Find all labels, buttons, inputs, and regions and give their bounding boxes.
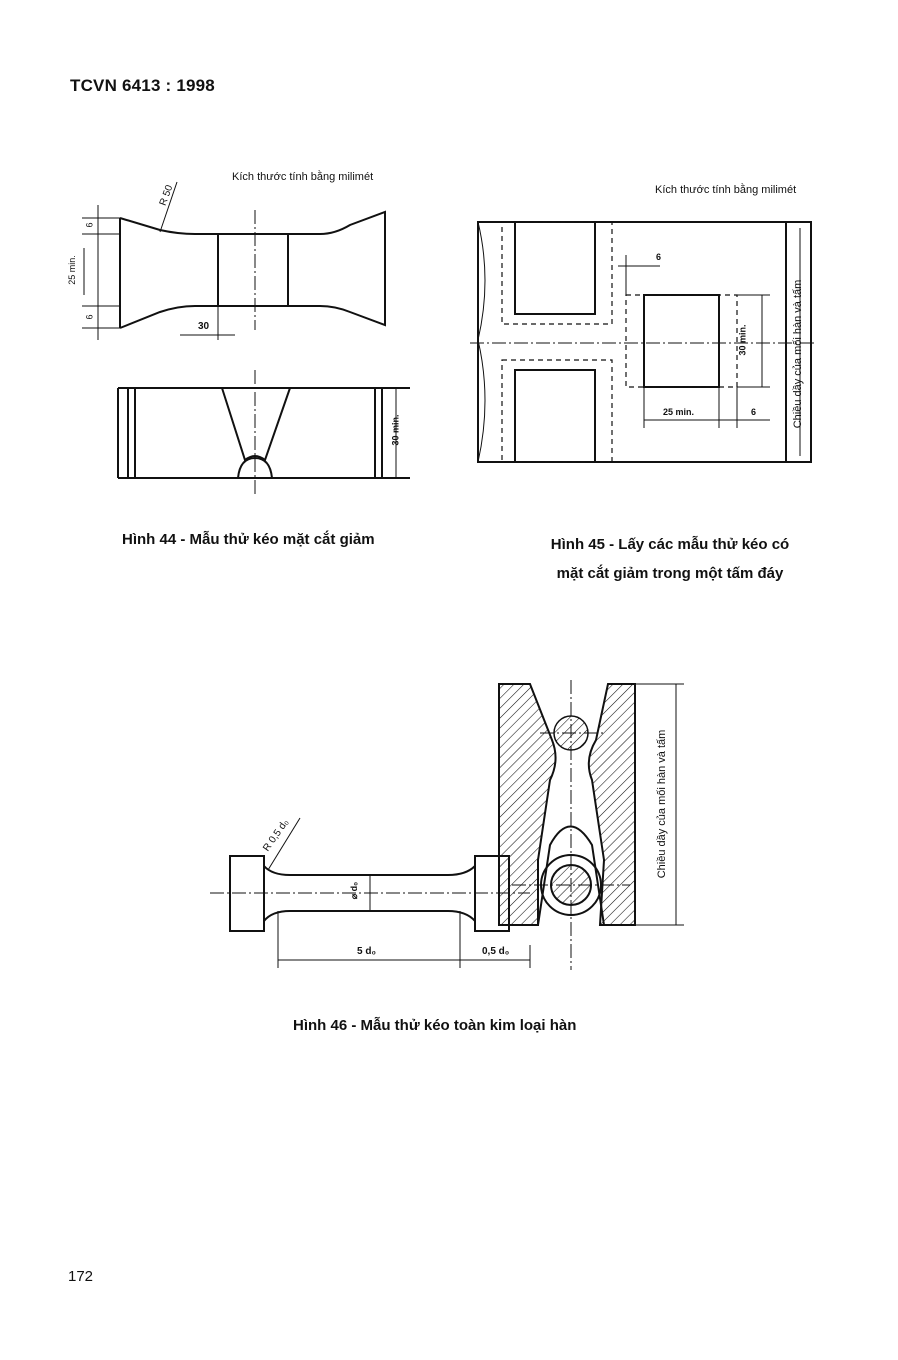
fig45-caption-line2: mặt cắt giảm trong một tấm đáy: [556, 565, 784, 582]
fig44-unit-note: Kích thước tính bằng milimét: [232, 171, 374, 183]
fig45-dim-top: 6: [656, 252, 662, 262]
fig46-dim-diameter: ⌀ d₀: [349, 881, 360, 900]
fig45-direction-label: Chiều dầy của mối hàn và tấm: [792, 279, 804, 429]
fig45-unit-note: Kích thước tính bằng milimét: [655, 184, 797, 196]
fig44-radius-label: R 50: [157, 183, 176, 208]
fig44-dim-bottom: 6: [84, 314, 95, 320]
fig46-direction-label: Chiều dầy của mối hàn và tấm: [656, 729, 668, 879]
fig45-dim-right: 6: [751, 407, 757, 417]
fig46-caption: Hình 46 - Mẫu thử kéo toàn kim loại hàn: [293, 1017, 577, 1034]
fig44-dim-thickness: 30 min.: [390, 414, 401, 446]
fig44-dim-top: 6: [84, 222, 95, 228]
fig45-caption-line1: Hình 45 - Lấy các mẫu thử kéo có: [550, 536, 790, 553]
fig44-dim-width: 30: [198, 321, 210, 332]
fig44-dim-middle: 25 min.: [66, 255, 77, 285]
document-header: TCVN 6413 : 1998: [70, 76, 215, 95]
fig46-radius-label: R 0,5 d₀: [261, 817, 292, 854]
fig45-dim-height: 30 min.: [737, 324, 748, 356]
fig46-dim-length: 5 d₀: [357, 946, 376, 957]
fig46-dim-end: 0,5 d₀: [482, 946, 510, 957]
fig44-caption: Hình 44 - Mẫu thử kéo mặt cắt giảm: [122, 531, 375, 548]
page-number: 172: [68, 1268, 94, 1285]
fig45-dim-width: 25 min.: [663, 407, 695, 417]
